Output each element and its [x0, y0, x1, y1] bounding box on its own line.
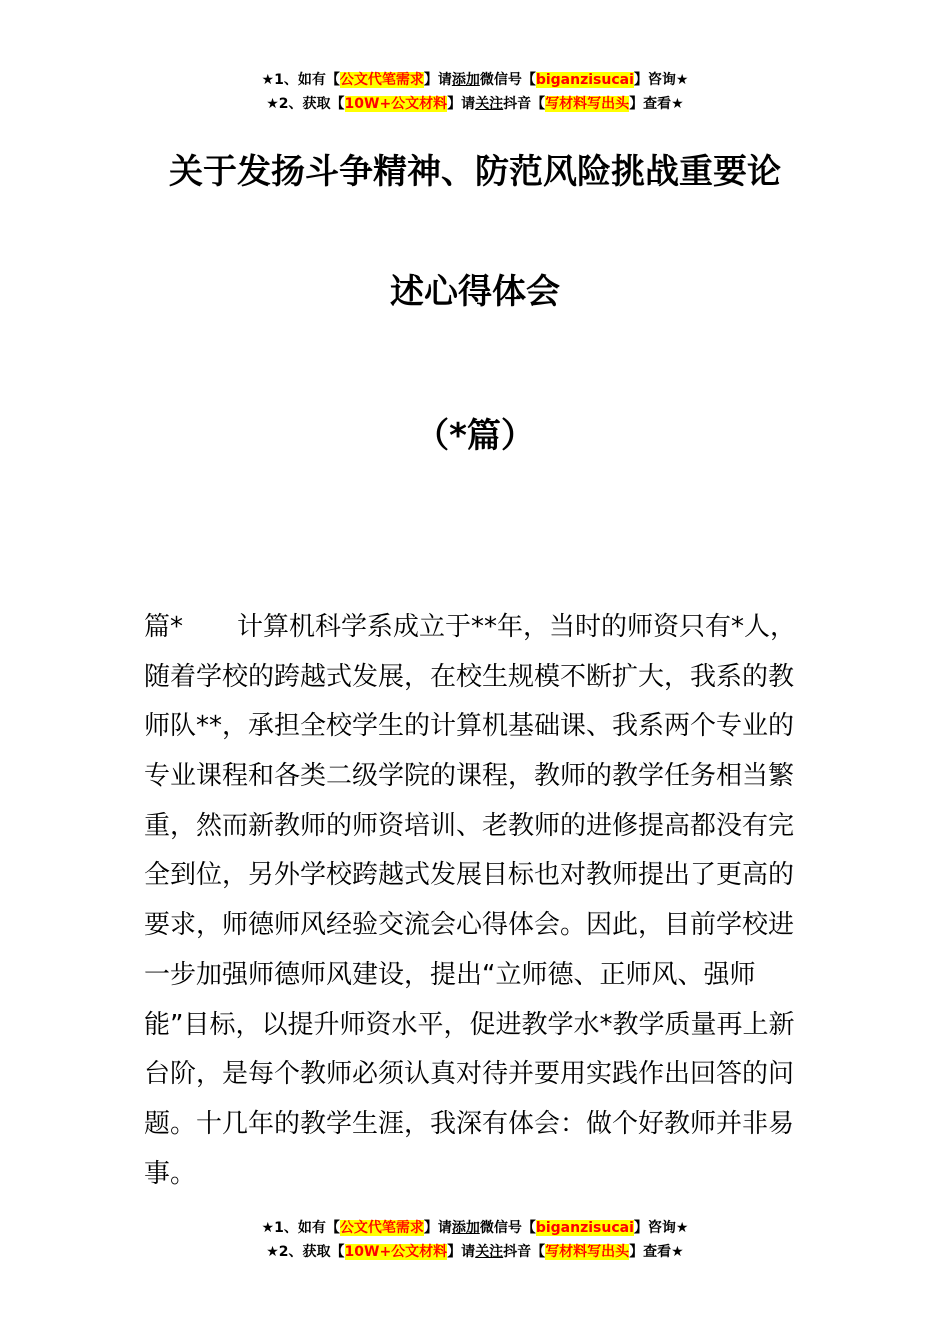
banner-text: ★1、如有【 [261, 1220, 340, 1236]
banner-text: 微信号【 [479, 72, 536, 88]
banner-underline: 关注 [475, 96, 504, 112]
top-banner-line-1 [0, 68, 950, 92]
banner-text: ★2、获取【 [266, 1244, 345, 1260]
body-line: 能”目标，以提升师资水平，促进教学水*教学质量再上新 [144, 1009, 795, 1040]
banner-text: 】请 [447, 96, 476, 112]
banner-text: 】请 [447, 1244, 476, 1260]
body-line-text: 计算机科学系成立于**年，当时的师资只有*人， [237, 612, 797, 642]
bottom-banner [0, 1216, 950, 1264]
body-line: 一步加强师德师风建设，提出“立师德、正师风、强师 [144, 959, 756, 990]
banner-text: 微信号【 [479, 1220, 536, 1236]
banner-text: 】咨询★ [633, 1220, 689, 1236]
banner-underline: 关注 [475, 1244, 504, 1260]
body-line: 重，然而新教师的师资培训、老教师的进修提高都没有完 [144, 810, 795, 841]
banner-highlight: biganzisucai [535, 1220, 634, 1236]
banner-underline: 添加 [451, 72, 480, 88]
banner-text: 】咨询★ [633, 72, 689, 88]
banner-text: 抖音【 [503, 96, 546, 112]
document-title-line-2: 述心得体会 [390, 272, 560, 312]
banner-underline: 添加 [451, 1220, 480, 1236]
top-banner-line-2 [0, 92, 950, 116]
banner-text: ★2、获取【 [266, 96, 345, 112]
body-line [144, 603, 808, 653]
banner-highlight: 10W+公文材料 [344, 96, 448, 112]
body-line: 事。 [144, 1158, 197, 1189]
banner-text: 】请 [423, 1220, 452, 1236]
body-line: 台阶，是每个教师必须认真对待并要用实践作出回答的问 [144, 1059, 795, 1090]
banner-highlight: 公文代笔需求 [339, 1220, 424, 1236]
body-line: 要求，师德师风经验交流会心得体会。因此，目前学校进 [144, 910, 795, 941]
body-paragraph [144, 603, 808, 1199]
body-line: 专业课程和各类二级学院的课程，教师的教学任务相当繁 [144, 761, 795, 792]
bottom-banner-line-2 [0, 1240, 950, 1264]
banner-text: 抖音【 [503, 1244, 546, 1260]
body-line: 题。十几年的教学生涯，我深有体会：做个好教师并非易 [144, 1108, 795, 1139]
bottom-banner-line-1 [0, 1216, 950, 1240]
document-title-line-1: 关于发扬斗争精神、防范风险挑战重要论 [169, 152, 781, 192]
section-label: 篇* [144, 612, 184, 642]
body-line: 师队**，承担全校学生的计算机基础课、我系两个专业的 [144, 711, 795, 742]
banner-highlight: 公文代笔需求 [339, 72, 424, 88]
banner-text: ★1、如有【 [261, 72, 340, 88]
banner-highlight: 写材料写出头 [545, 96, 630, 112]
document-title-line-3: （*篇） [415, 416, 535, 456]
banner-text: 】查看★ [629, 1244, 684, 1260]
top-banner [0, 68, 950, 116]
banner-highlight: 写材料写出头 [545, 1244, 630, 1260]
body-line: 随着学校的跨越式发展，在校生规模不断扩大，我系的教 [144, 661, 795, 692]
banner-text: 】查看★ [629, 96, 684, 112]
banner-text: 】请 [423, 72, 452, 88]
banner-highlight: 10W+公文材料 [344, 1244, 448, 1260]
body-line: 全到位，另外学校跨越式发展目标也对教师提出了更高的 [144, 860, 795, 891]
banner-highlight: biganzisucai [535, 72, 634, 88]
